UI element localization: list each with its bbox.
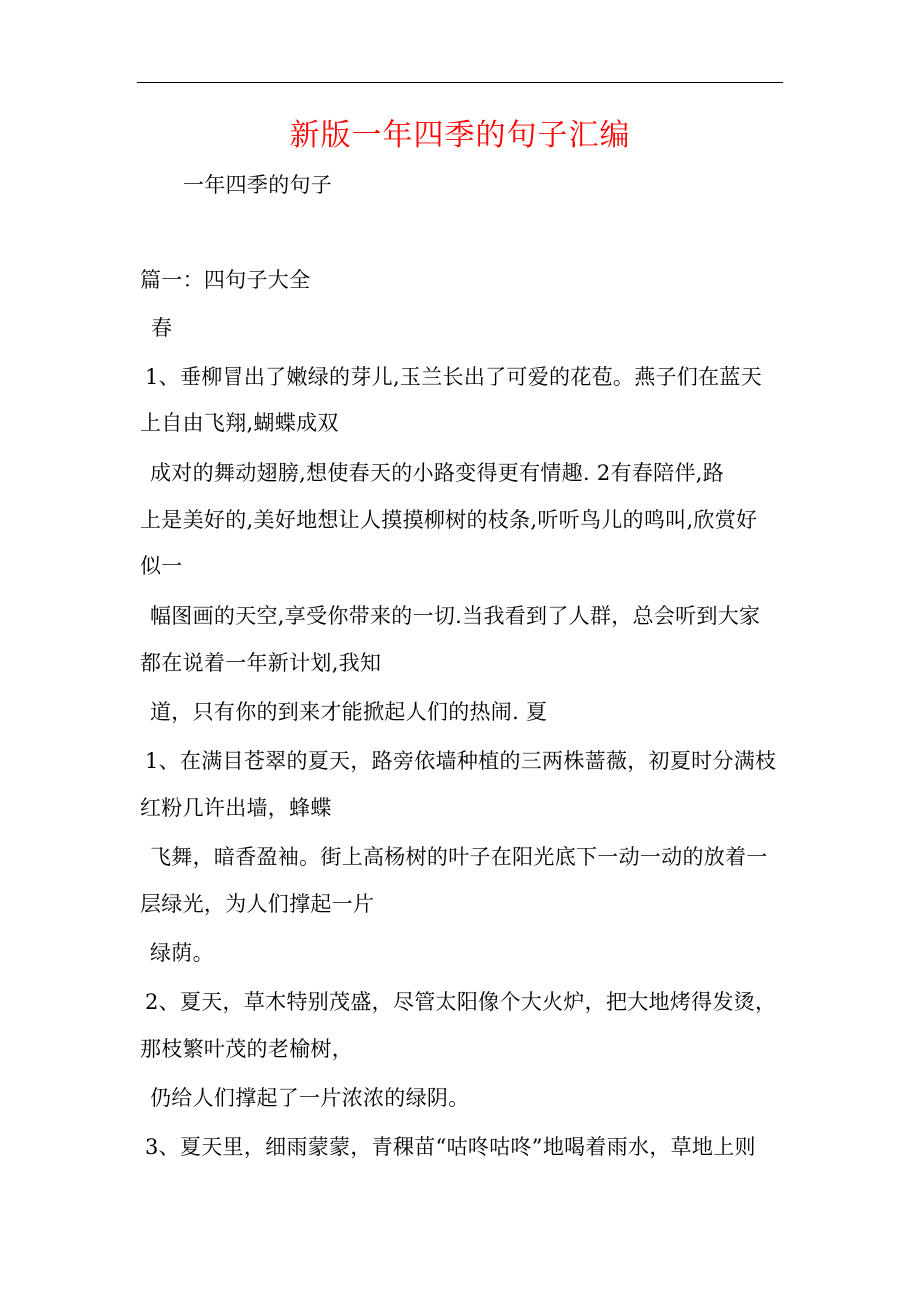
text-line: 都在说着一年新计划,我知 [140,651,382,675]
text-line: 绿荫。 [150,941,214,965]
text-line: 2、夏天，草木特别茂盛，尽管太阳像个大火炉，把大地烤得发烫， [145,990,777,1014]
text-line: 层绿光，为人们撑起一片 [140,892,375,916]
text-line: 春 [151,316,173,340]
text-line: 仍给人们撑起了一片浓浓的绿阴。 [150,1086,470,1110]
text-line: 上是美好的,美好地想让人摸摸柳树的枝条,听听鸟儿的鸣叫,欣赏好 [140,508,758,532]
text-line: 红粉几许出墙，蜂蝶 [140,796,332,820]
text-line: 1、垂柳冒出了嫩绿的芽儿,玉兰长出了可爱的花苞。燕子们在蓝天 [145,365,763,389]
text-line: 上自由飞翔,蝴蝶成双 [140,411,339,435]
document-title: 新版一年四季的句子汇编 [289,118,631,153]
text-line: 道，只有你的到来才能掀起人们的热闹. 夏 [150,700,548,724]
text-line: 篇一：四句子大全 [140,268,311,292]
text-line: 似一 [140,554,183,578]
document-subtitle: 一年四季的句子 [183,173,333,197]
text-line: 飞舞，暗香盈袖。街上高杨树的叶子在阳光底下一动一动的放着一 [150,845,768,869]
text-line: 那枝繁叶茂的老榆树， [140,1037,353,1061]
header-divider [137,82,783,83]
text-line: 幅图画的天空,享受你带来的一切.当我看到了人群，总会听到大家 [150,604,761,628]
text-line: 1、在满目苍翠的夏天，路旁依墙种植的三两株蔷薇，初夏时分满枝 [145,749,777,773]
text-line: 3、夏天里，细雨蒙蒙，青稞苗“咕咚咕咚”地喝着雨水，草地上则 [145,1135,756,1159]
text-line: 成对的舞动翅膀,想使春天的小路变得更有情趣. 2有春陪伴,路 [150,461,725,485]
